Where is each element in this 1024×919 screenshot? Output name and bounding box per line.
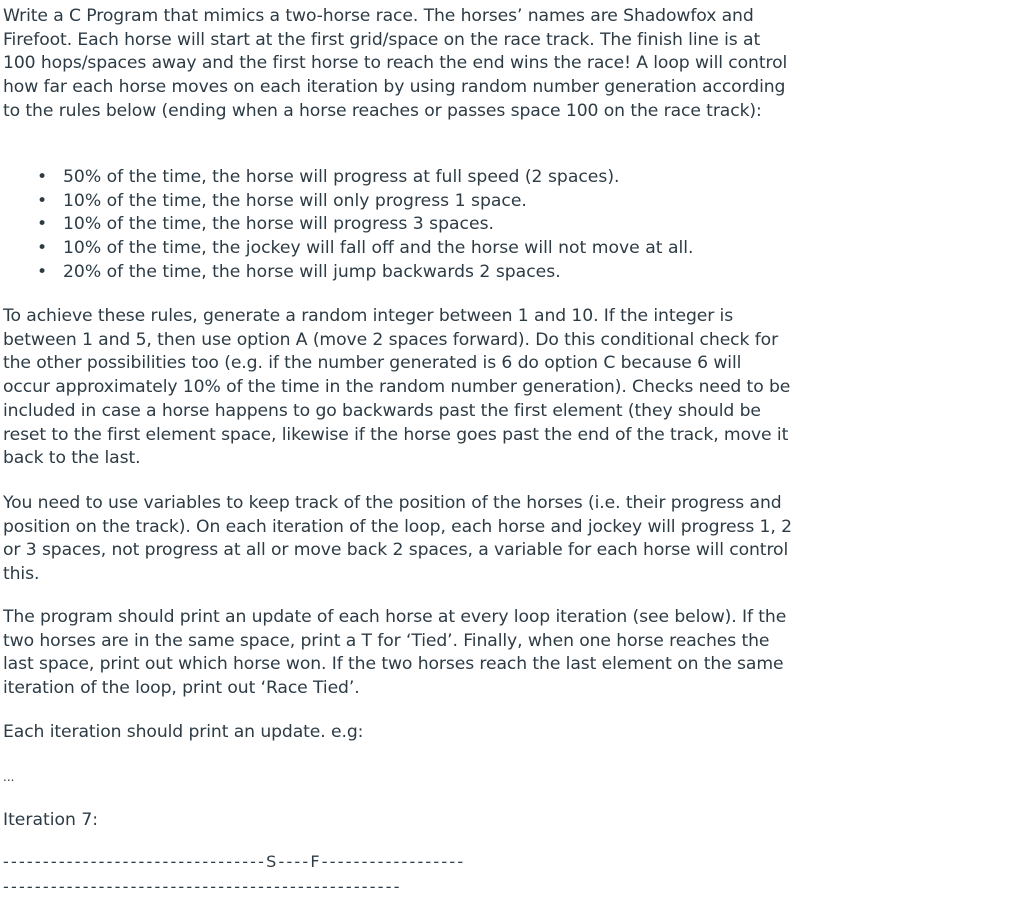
iteration-label: Iteration 7: <box>3 810 99 830</box>
variables-paragraph: You need to use variables to keep track of the position of the horses (i.e. their progress and position on the track). On each iteration of the loop, each horse and jockey will progress 1, 2 or 3 spaces, not progress at all or move back 2 spaces, a variable for each horse will control this. <box>3 493 792 585</box>
bullet-icon: • <box>37 238 48 259</box>
rule-item <box>37 213 694 237</box>
bullet-icon: • <box>37 167 48 187</box>
output-paragraph: The program should print an update of each horse at every loop iteration (see below). If the two horses are in the same space, print a T for ‘Tied’. Finally, when one horse reaches the last space, print out which horse won. If the two horses reach the last element on the same iteration of the loop, print out ‘Race Tied’. <box>3 607 787 699</box>
rule-text: 10% of the time, the horse will only progress 1 space. <box>63 190 527 211</box>
rule-text: 50% of the time, the horse will progress at full speed (2 spaces). <box>63 167 620 187</box>
bullet-icon: • <box>37 214 48 235</box>
each-iteration-paragraph: Each iteration should print an update. e.g: <box>3 722 364 742</box>
rule-item <box>37 261 694 285</box>
rule-item <box>37 190 694 214</box>
bullet-icon: • <box>37 190 48 211</box>
race-track-line-1: ---------------------------------S----F------------------ <box>3 852 466 871</box>
intro-paragraph: Write a C Program that mimics a two-horse race. The horses’ names are Shadowfox and Firefoot. Each horse will start at the first grid/space on the race track. The finish line is at 100 hops/spaces away and the first horse to reach the end wins the race! A loop will control how far each horse moves on each iteration by using random number generation according to the rules below (ending when a horse reaches or passes space 100 on the race track): <box>3 6 788 121</box>
bullet-icon: • <box>37 261 48 282</box>
rule-item <box>37 237 694 261</box>
rules-list <box>37 166 694 285</box>
rule-text: 10% of the time, the horse will progress 3 spaces. <box>63 214 495 235</box>
race-track-line-2: -------------------------------------------------- <box>3 877 402 896</box>
rules-implementation-paragraph: To achieve these rules, generate a random integer between 1 and 10. If the integer is between 1 and 5, then use option A (move 2 spaces forward). Do this conditional check for the other possibilities too (e.g. if the number generated is 6 do option C because 6 will occur approximately 10% of the time in the random number generation). Checks need to be included in case a horse happens to go backwards past the first element (they should be reset to the first element space, likewise if the horse goes past the end of the track, move it back to the last. <box>3 306 791 469</box>
rule-item <box>37 166 694 190</box>
rule-text: 20% of the time, the horse will jump backwards 2 spaces. <box>63 261 561 282</box>
rule-text: 10% of the time, the jockey will fall off and the horse will not move at all. <box>63 238 694 259</box>
ellipsis-text: ... <box>3 770 15 784</box>
